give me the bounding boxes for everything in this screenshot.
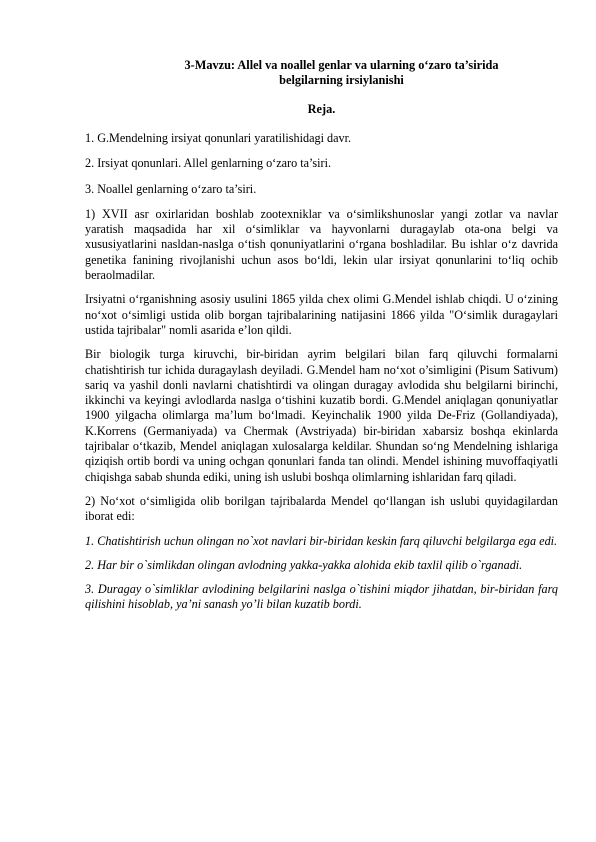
plan-item: 1. G.Mendelning irsiyat qonunlari yaratilishidagi davr.	[85, 131, 352, 145]
paragraph: 2) No‘xot o‘simligida olib borilgan tajribalarda Mendel qo‘llangan ish uslubi quyidagilardan iborat edi:	[85, 493, 558, 524]
paragraph: 1) XVII asr oxirlaridan boshlab zootexniklar va o‘simlikshunoslar yangi zotlar va navlar yaratish maqsadida har xil o‘simliklar va hayvonlarni duragaylab ota-ona belgi va xususiyatlarini nasldan-naslga o‘tish qonuniyatlarini o‘rgana boshladilar. Bu ishlar o‘z davrida genetika fanining rivojlanishi uchun asos bo‘ldi, lekin ular irsiyat qonunlarini to‘liq ochib beraolmadilar.	[85, 206, 558, 283]
title-line-2: belgilarning irsiylanishi	[279, 73, 404, 87]
paragraph: Bir biologik turga kiruvchi, bir-biridan ayrim belgilari bilan farq qiluvchi formalarni chatishtirish tur ichida duragaylash deyiladi. G.Mendel ham no‘xot o’simligini (Pisum Sativum) sariq va yashil donli navlarni chatishtirdi va olingan duragay avlodida shu belgilarni birinchi, ikkinchi va keyingi avlodlarda naslga o‘tishini kuzatib bordi. G.Mendel aniqlagan qonuniyatlar 1900 yilgacha olimlarga ma’lum bo‘lmadi. Keyinchalik 1900 yilda De-Friz (Gollandiyada), K.Korrens (Germaniyada) va Chermak (Avstriyada) bir-biridan xabarsiz boshqa ekinlarda tajribalar o‘tkazib, Mendel aniqlagan xulosalarga keldilar. Shundan so‘ng Mendelning ishlariga qiziqish ortib bordi va uning ochgan qonunlari fanda tan olindi. Mendel ishining muvoffaqiyatli chiqishga sabab shunda ediki, uning ish uslubi boshqa olimlarning ishlaridan farq qiladi.	[85, 347, 558, 484]
document-title	[85, 58, 558, 88]
title-line-1: 3-Mavzu: Allel va noallel genlar va ularning o‘zaro ta’sirida	[184, 58, 499, 72]
paragraph: Irsiyatni o‘rganishning asosiy usulini 1865 yilda chex olimi G.Mendel ishlab chiqdi. U o‘zining no‘xot o‘simligi ustida olib borgan tajribalarining natijasini 1866 yilda "O‘simlik duragaylari ustida tajribalar" nomli asarida e’lon qildi.	[85, 292, 558, 337]
italic-list-item: 1. Chatishtirish uchun olingan no`xot navlari bir-biridan keskin farq qiluvchi belgilarga ega edi.	[85, 533, 558, 548]
italic-list-item: 3. Duragay o`simliklar avlodining belgilarini naslga o`tishini miqdor jihatdan, bir-biridan farq qilishini hisoblab, ya’ni sanash yo’li bilan kuzatib bordi.	[85, 582, 558, 612]
plan-heading: Reja.	[307, 102, 336, 116]
document-page	[85, 58, 558, 622]
plan-item: 2. Irsiyat qonunlari. Allel genlarning o‘zaro ta’siri.	[85, 156, 332, 171]
italic-list-item: 2. Har bir o`simlikdan olingan avlodning yakka-yakka alohida ekib taxlil qilib o`rganadi.	[85, 557, 523, 572]
plan-item: 3. Noallel genlarning o‘zaro ta’siri.	[85, 181, 257, 196]
